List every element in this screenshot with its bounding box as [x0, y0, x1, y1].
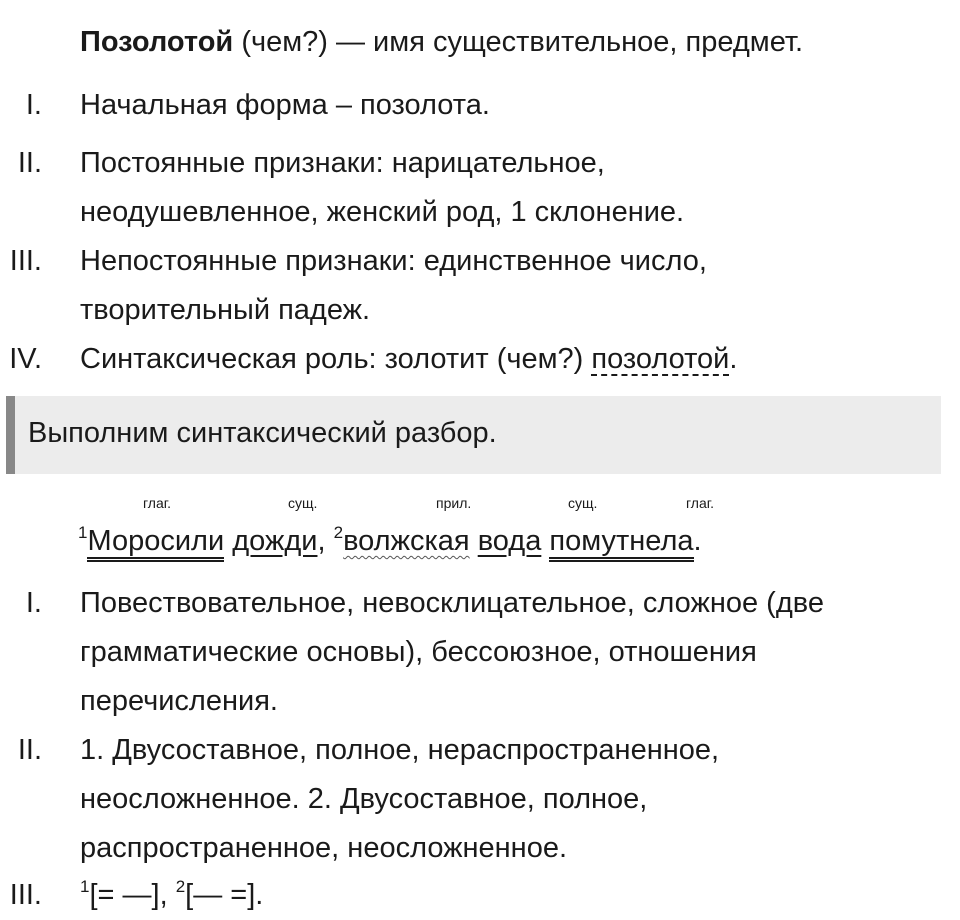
scheme-line: [80, 878, 263, 912]
analysis-item-text: распространенное, неосложненное.: [80, 832, 568, 864]
morph-item-text: Начальная форма – позолота.: [80, 89, 490, 121]
scheme-part: [— =].: [185, 879, 264, 911]
section-banner: [6, 396, 941, 474]
scheme-number: 1: [80, 877, 90, 896]
morph-item-text: творительный падеж.: [80, 294, 371, 326]
clause-number: 2: [333, 523, 344, 542]
analysis-item-text: Повествовательное, невосклицательное, сложное (две: [80, 587, 824, 619]
clause-number: 1: [78, 523, 88, 542]
heading-rest: (чем?) — имя существительное, предмет.: [233, 26, 804, 58]
banner-text: Выполним синтаксический разбор.: [28, 417, 497, 449]
analysis-item-number: II.: [17, 734, 42, 766]
analysis-item-number: III.: [9, 879, 42, 911]
morph-item-text: Непостоянные признаки: единственное число,: [80, 245, 707, 277]
morph-item-text: неодушевленное, женский род, 1 склонение.: [80, 196, 685, 228]
morph-item-number: IV.: [9, 343, 42, 375]
subject-word: вода: [477, 525, 542, 557]
morph-item-text: [80, 342, 737, 376]
analysis-item-text: перечисления.: [80, 685, 278, 717]
morph-item-number: I.: [25, 89, 42, 121]
analysis-item-text: неосложненное. 2. Двусоставное, полное,: [80, 783, 648, 815]
predicate-word: Моросили: [87, 525, 224, 562]
heading-word: Позолотой: [80, 26, 234, 58]
scheme-number: 2: [175, 877, 186, 896]
analysis-item-text: 1. Двусоставное, полное, нераспространенное,: [80, 734, 720, 766]
scheme-part: [= —],: [89, 879, 176, 911]
morph-item-number: II.: [17, 147, 42, 179]
pos-label: глаг.: [143, 495, 172, 511]
syntax-role-word: позолотой: [591, 343, 730, 375]
pos-label: прил.: [436, 495, 472, 511]
pos-label: глаг.: [686, 495, 715, 511]
analysed-sentence: [78, 524, 702, 558]
analysis-item-text: грамматические основы), бессоюзное, отношения: [80, 636, 757, 668]
morph-heading: [80, 25, 803, 59]
sentence-end: .: [693, 525, 702, 557]
subject-word: дожди: [232, 525, 318, 557]
morph-item-number: III.: [9, 245, 42, 277]
sentence-comma: ,: [317, 525, 334, 557]
attribute-word: волжская: [343, 525, 470, 557]
pos-label: сущ.: [288, 495, 318, 511]
analysis-item-number: I.: [25, 587, 42, 619]
pos-label: сущ.: [568, 495, 598, 511]
predicate-word: помутнела: [549, 525, 693, 562]
morph-item-text: Постоянные признаки: нарицательное,: [80, 147, 605, 179]
syntax-role-text: Синтаксическая роль: золотит (чем?): [80, 343, 592, 375]
syntax-role-end: .: [729, 343, 738, 375]
